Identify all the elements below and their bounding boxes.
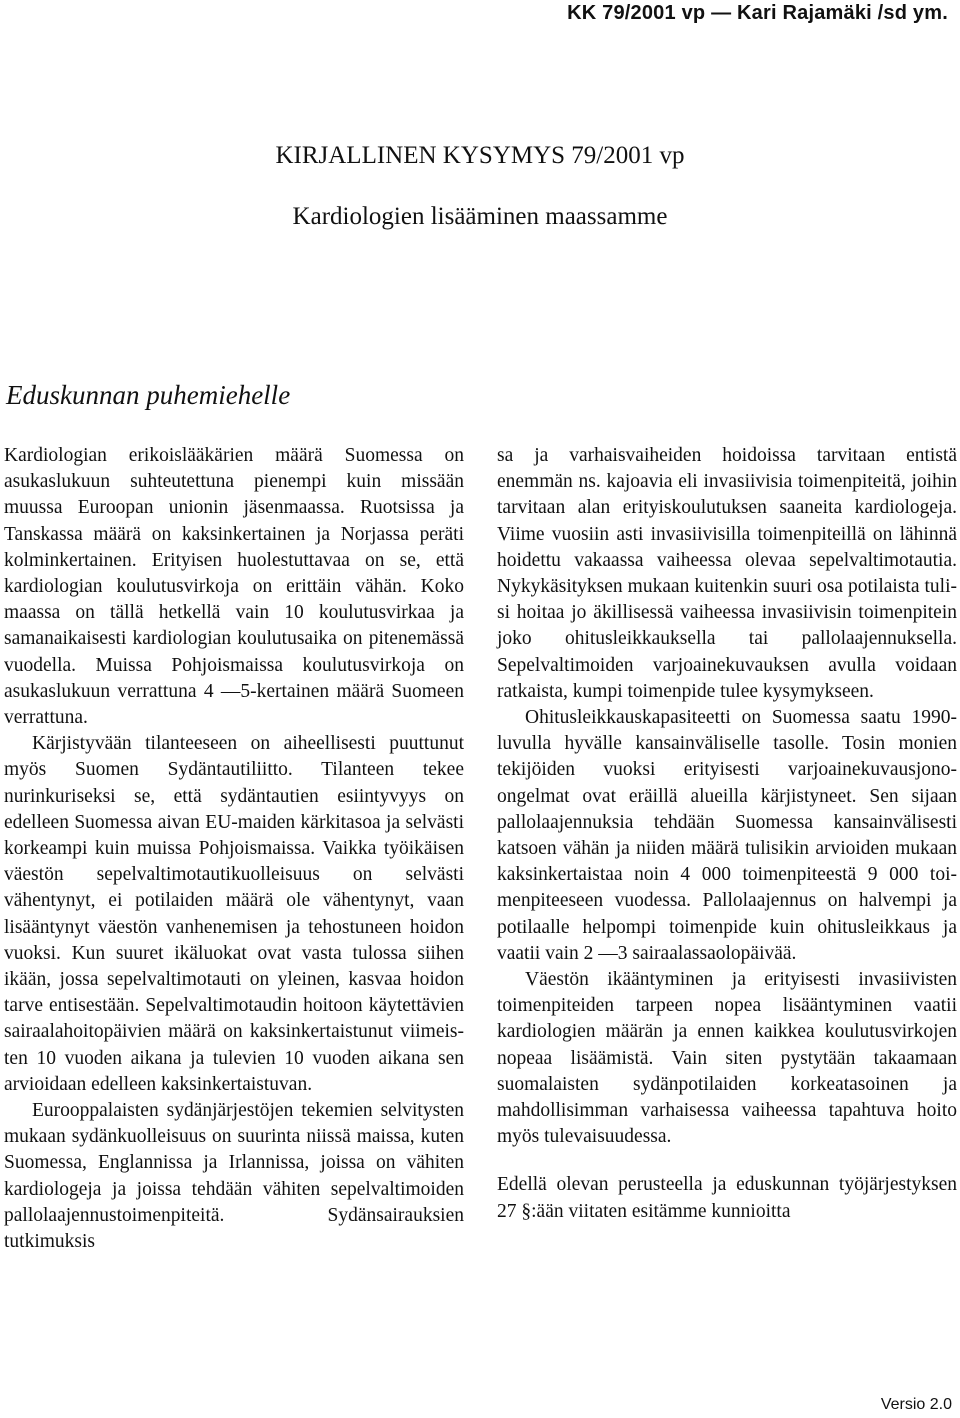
version-label: Versio 2.0 (880, 1396, 952, 1413)
paragraph: Kärjistyvään tilanteeseen on aiheellisesti puuttunut myös Suomen Sydäntautiliitto. Tilanteen tekee nurinkuriseksi se, että sydäntautien esiintyvyys on edelleen Suomessa aivan EU-maiden kärkitasoa ja selvästi korkeampi kuin muissa Pohjoismaissa. Vaikka työikäisen väestön sepelvaltimotautikuolleisuus on selvästi vähentynyt, ei potilaiden määrä ole vähentynyt, vaan lisääntynyt väestön vanhenemisen ja tehostuneen hoidon vuoksi. Kun suuret ikäluokat ovat vasta tulossa siihen ikään, jossa sepelvaltimotauti on yleinen, kasvaa hoidon tarve entisestään. Sepelvaltimotaudin hoitoon käytettävien sairaalahoitopäivien määrä on kaksinkertaistunut viimeisten 10 vuoden aikana ja tulevien 10 vuoden aikana sen arvioidaan edelleen kaksinkertaistuvan. (4, 733, 464, 1095)
paragraph: Edellä olevan perusteella ja eduskunnan työjärjestyksen 27 §:ään viitaten esitämme kunnioitta (497, 1174, 957, 1222)
paragraph: Kardiologian erikoislääkärien määrä Suomessa on asukaslukuun suhteutettuna pienempi kuin missään muussa Euroopan unionin jäsenmaassa. Ruotsissa ja Tanskassa määrä on kaksinkertainen ja Norjassa peräti kolminkertainen. Erityisen huolestuttavaa on se, että kardiologian koulutusvirkoja on erittäin vähän. Koko maassa on tällä hetkellä vain 10 koulutusvirkaa ja samanaikaisesti kardiologian koulutusaika on pitenemässä vuodella. Muissa Pohjoismaissa koulutusvirkoja on asukaslukuun verrattuna 4 —5-kertainen määrä Suomeen verrattuna. (4, 445, 464, 729)
paragraph: Eurooppalaisten sydänjärjestöjen tekemien selvitysten mukaan sydänkuolleisuus on suurinta niissä maissa, kuten Suomessa, Englannissa ja Irlannissa, joissa on vähiten kardiologeja ja joissa tehdään vähiten sepelvaltimoiden pallolaajennustoimenpiteitä. Sydänsairauksien tutkimuksis (4, 1100, 464, 1253)
paragraph: sa ja varhaisvaiheiden hoidoissa tarvitaan entistä enemmän ns. kajoavia eli invasiivisia toimenpiteitä, joihin tarvitaan alan erityiskoulutuksen saaneita kardiologeja. Viime vuosiin asti invasiivisilla toimenpiteillä on lähinnä hoidettu vakaassa vaiheessa olevaa sepelvaltimotautia. Nykykäsityksen mukaan kuitenkin suuri osa potilaista tulisi hoitaa jo äkillisessä vaiheessa invasiivisin toimenpitein joko ohitusleikkauksella tai pallolaajennuksella. Sepelvaltimoiden varjoainekuvauksen avulla voidaan ratkaista, kumpi toimenpide tulee kysymykseen. (497, 445, 957, 702)
page-title: KIRJALLINEN KYSYMYS 79/2001 vp (275, 142, 685, 169)
paragraph: Väestön ikääntyminen ja erityisesti invasiivisten toimenpiteiden tarpeen nopea lisääntyminen vaatii kardiologien määrän ja ennen kaikkea koulutusvirkojen nopeaa lisäämistä. Vain siten pystytään takaamaan suomalaisten sydänpotilaiden korkeatasoinen ja mahdollisimman varhaisessa vaiheessa tapahtuva hoito myös tulevaisuudessa. (497, 969, 957, 1148)
left-column (4, 443, 464, 1255)
right-column (497, 443, 957, 1225)
page-subtitle: Kardiologien lisääminen maassamme (292, 203, 668, 230)
document-reference: KK 79/2001 vp — Kari Rajamäki /sd ym. (567, 2, 948, 24)
salutation: Eduskunnan puhemiehelle (6, 380, 291, 410)
paragraph: Ohitusleikkauskapasiteetti on Suomessa saatu 1990-luvulla hyvälle kansainväliselle tasolle. Tosin monien tekijöiden vuoksi erityisesti varjoainekuvausjono-ongelmat ovat eräillä alueilla kärjistyneet. Sen sijaan pallolaajennuksia tehdään Suomessa kansainvälisesti katsoen vähän ja niiden määrä tulisikin arvioiden mukaan kaksinkertaistaa noin 4 000 toimenpiteestä 9 000 toimenpiteeseen vuodessa. Pallolaajennus on halvempi ja potilaalle helpompi toimenpide kuin ohitusleikkaus ja vaatii vain 2 —3 sairaalassaolopäivää. (497, 707, 957, 964)
